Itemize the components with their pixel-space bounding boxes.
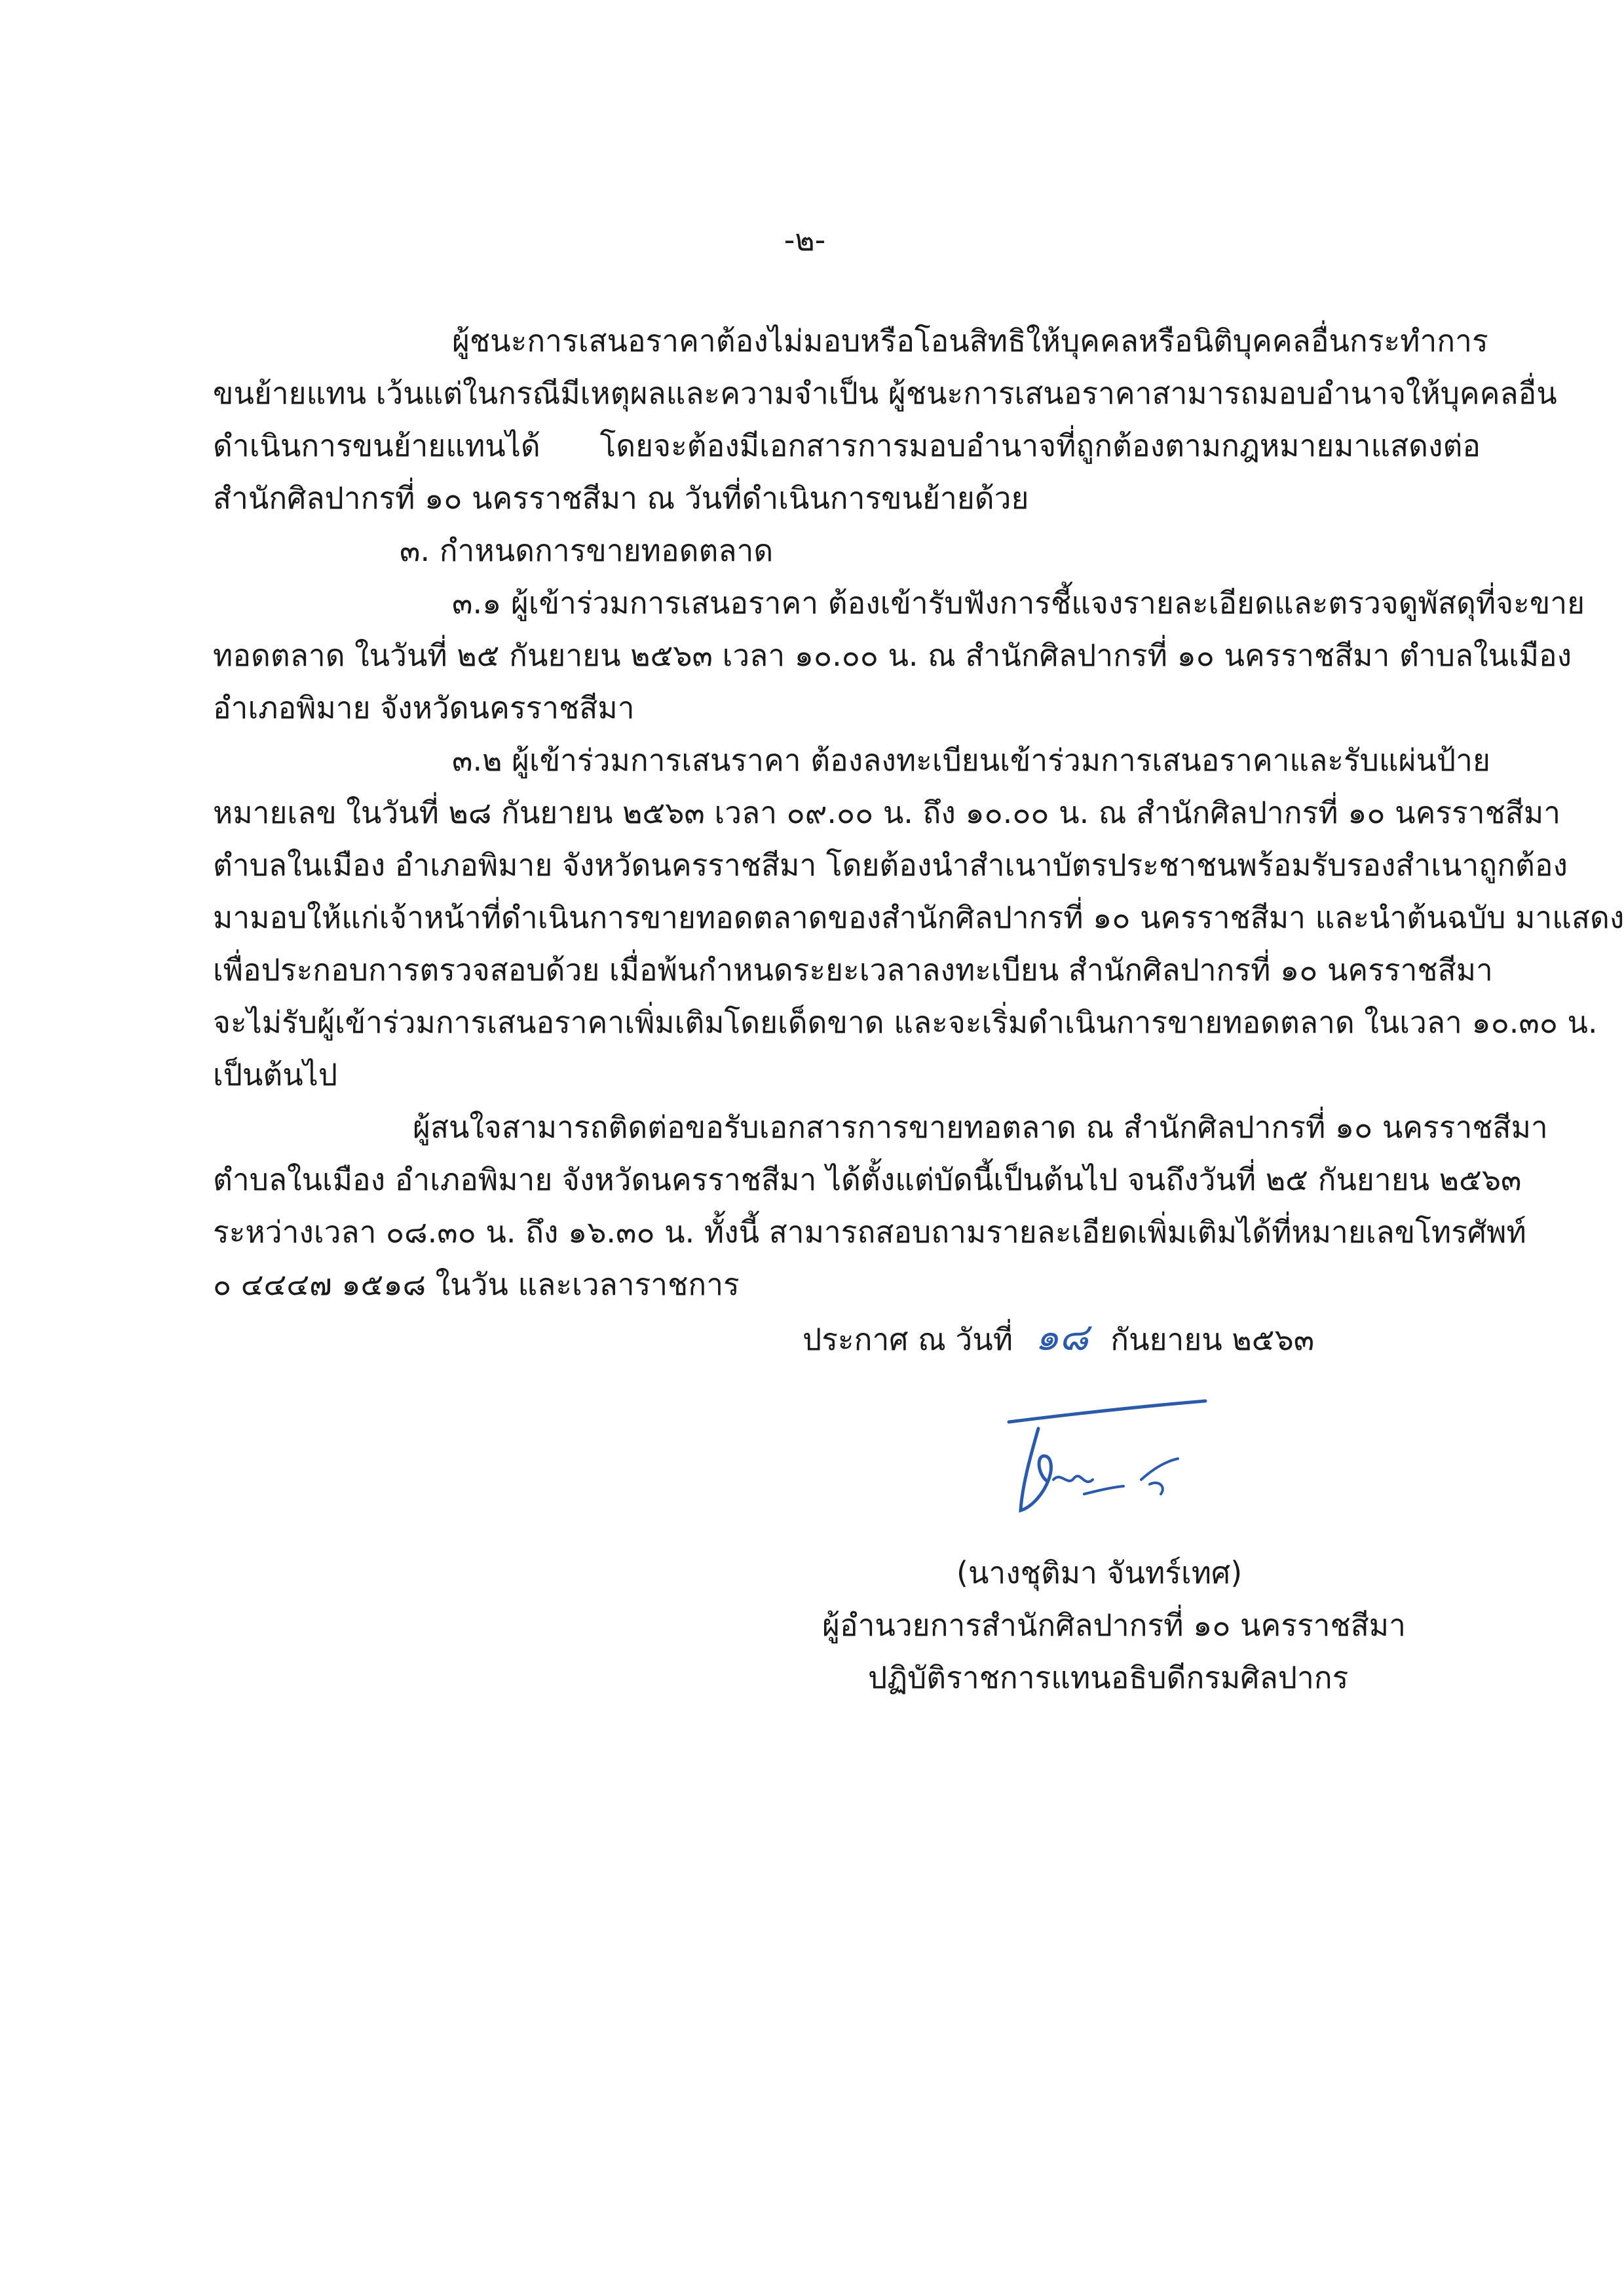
- signature-stroke: [1053, 1476, 1093, 1482]
- section-3-2-line: ๓.๒ ผู้เข้าร่วมการเสนราคา ต้องลงทะเบียนเข้าร่วมการเสนอราคาและรับแผ่นป้าย: [452, 742, 1490, 778]
- signature-stroke: [1084, 1486, 1124, 1494]
- paragraph-1-line: ขนย้ายแทน เว้นแต่ในกรณีมีเหตุผลและความจำเป็น ผู้ชนะการเสนอราคาสามารถมอบอำนาจให้บุคคลอื่น: [213, 375, 1557, 411]
- contact-line: ตำบลในเมือง อำเภอพิมาย จังหวัดนครราชสีมา ได้ตั้งแต่บัดนี้เป็นต้นไป จนถึงวันที่ ๒๕ กันยายน ๒๕๖๓: [213, 1162, 1522, 1197]
- section-3-2-line: มามอบให้แก่เจ้าหน้าที่ดำเนินการขายทอดตลาดของสำนักศิลปากรที่ ๑๐ นครราชสีมา และนำต้นฉบับ มาแสดง: [213, 900, 1624, 935]
- signatory-position: ผู้อำนวยการสำนักศิลปากรที่ ๑๐ นครราชสีมา: [822, 1607, 1406, 1643]
- signature-stroke: [1141, 1459, 1178, 1494]
- announcement-prefix: ประกาศ ณ วันที่: [803, 1322, 1013, 1357]
- handwritten-day: ๑๘: [1034, 1314, 1089, 1359]
- contact-line: ๐ ๔๔๔๗ ๑๕๑๘ ในวัน และเวลาราชการ: [213, 1267, 740, 1302]
- contact-line: ระหว่างเวลา ๐๘.๓๐ น. ถึง ๑๖.๓๐ น. ทั้งนี้ สามารถสอบถามรายละเอียดเพิ่มเติมได้ที่หมายเลขโทรศัพท์: [213, 1214, 1526, 1250]
- section-3-2-line: จะไม่รับผู้เข้าร่วมการเสนอราคาเพิ่มเติมโดยเด็ดขาด และจะเริ่มดำเนินการขายทอดตลาด ในเวลา ๑๐.๓๐ น.: [213, 1005, 1598, 1040]
- section-3-2-line: เพื่อประกอบการตรวจสอบด้วย เมื่อพ้นกำหนดระยะเวลาลงทะเบียน สำนักศิลปากรที่ ๑๐ นครราชสีมา: [213, 952, 1493, 988]
- announcement-month-year: กันยายน ๒๕๖๓: [1110, 1322, 1315, 1357]
- page-number: -๒-: [784, 222, 826, 258]
- section-3-2-line: ตำบลในเมือง อำเภอพิมาย จังหวัดนครราชสีมา โดยต้องนำสำเนาบัตรประชาชนพร้อมรับรองสำเนาถูกต้อง: [213, 847, 1568, 883]
- announcement-date: [803, 1314, 1315, 1359]
- signature-stroke: [1021, 1429, 1051, 1510]
- section-3-1-line: ทอดตลาด ในวันที่ ๒๕ กันยายน ๒๕๖๓ เวลา ๑๐.๐๐ น. ณ สำนักศิลปากรที่ ๑๐ นครราชสีมา ตำบลในเมือง: [213, 638, 1572, 673]
- signatory-acting: ปฏิบัติราชการแทนอธิบดีกรมศิลปากร: [868, 1660, 1349, 1695]
- section-3-1-line: อำเภอพิมาย จังหวัดนครราชสีมา: [213, 690, 635, 725]
- section-3-2-line: เป็นต้นไป: [213, 1057, 338, 1092]
- signature-stroke: [1009, 1401, 1205, 1422]
- section-3-2-line: หมายเลข ในวันที่ ๒๘ กันยายน ๒๕๖๓ เวลา ๐๙.๐๐ น. ถึง ๑๐.๐๐ น. ณ สำนักศิลปากรที่ ๑๐ นครราชสีมา: [213, 795, 1561, 830]
- signature-image: [970, 1396, 1245, 1540]
- section-3-1-line: ๓.๑ ผู้เข้าร่วมการเสนอราคา ต้องเข้ารับฟังการชี้แจงรายละเอียดและตรวจดูพัสดุที่จะขาย: [452, 585, 1585, 621]
- section-3-heading: ๓. กำหนดการขายทอดตลาด: [400, 533, 774, 568]
- contact-line: ผู้สนใจสามารถติดต่อขอรับเอกสารการขายทอตลาด ณ สำนักศิลปากรที่ ๑๐ นครราชสีมา: [413, 1109, 1548, 1145]
- paragraph-1-line: ผู้ชนะการเสนอราคาต้องไม่มอบหรือโอนสิทธิให้บุคคลหรือนิติบุคคลอื่นกระทำการ: [452, 323, 1488, 358]
- paragraph-1-line: ดำเนินการขนย้ายแทนได้ โดยจะต้องมีเอกสารการมอบอำนาจที่ถูกต้องตามกฎหมายมาแสดงต่อ: [213, 428, 1481, 463]
- signatory-name: (นางชุติมา จันทร์เทศ): [956, 1555, 1243, 1590]
- paragraph-1-line: สำนักศิลปากรที่ ๑๐ นครราชสีมา ณ วันที่ดำเนินการขนย้ายด้วย: [213, 480, 1029, 516]
